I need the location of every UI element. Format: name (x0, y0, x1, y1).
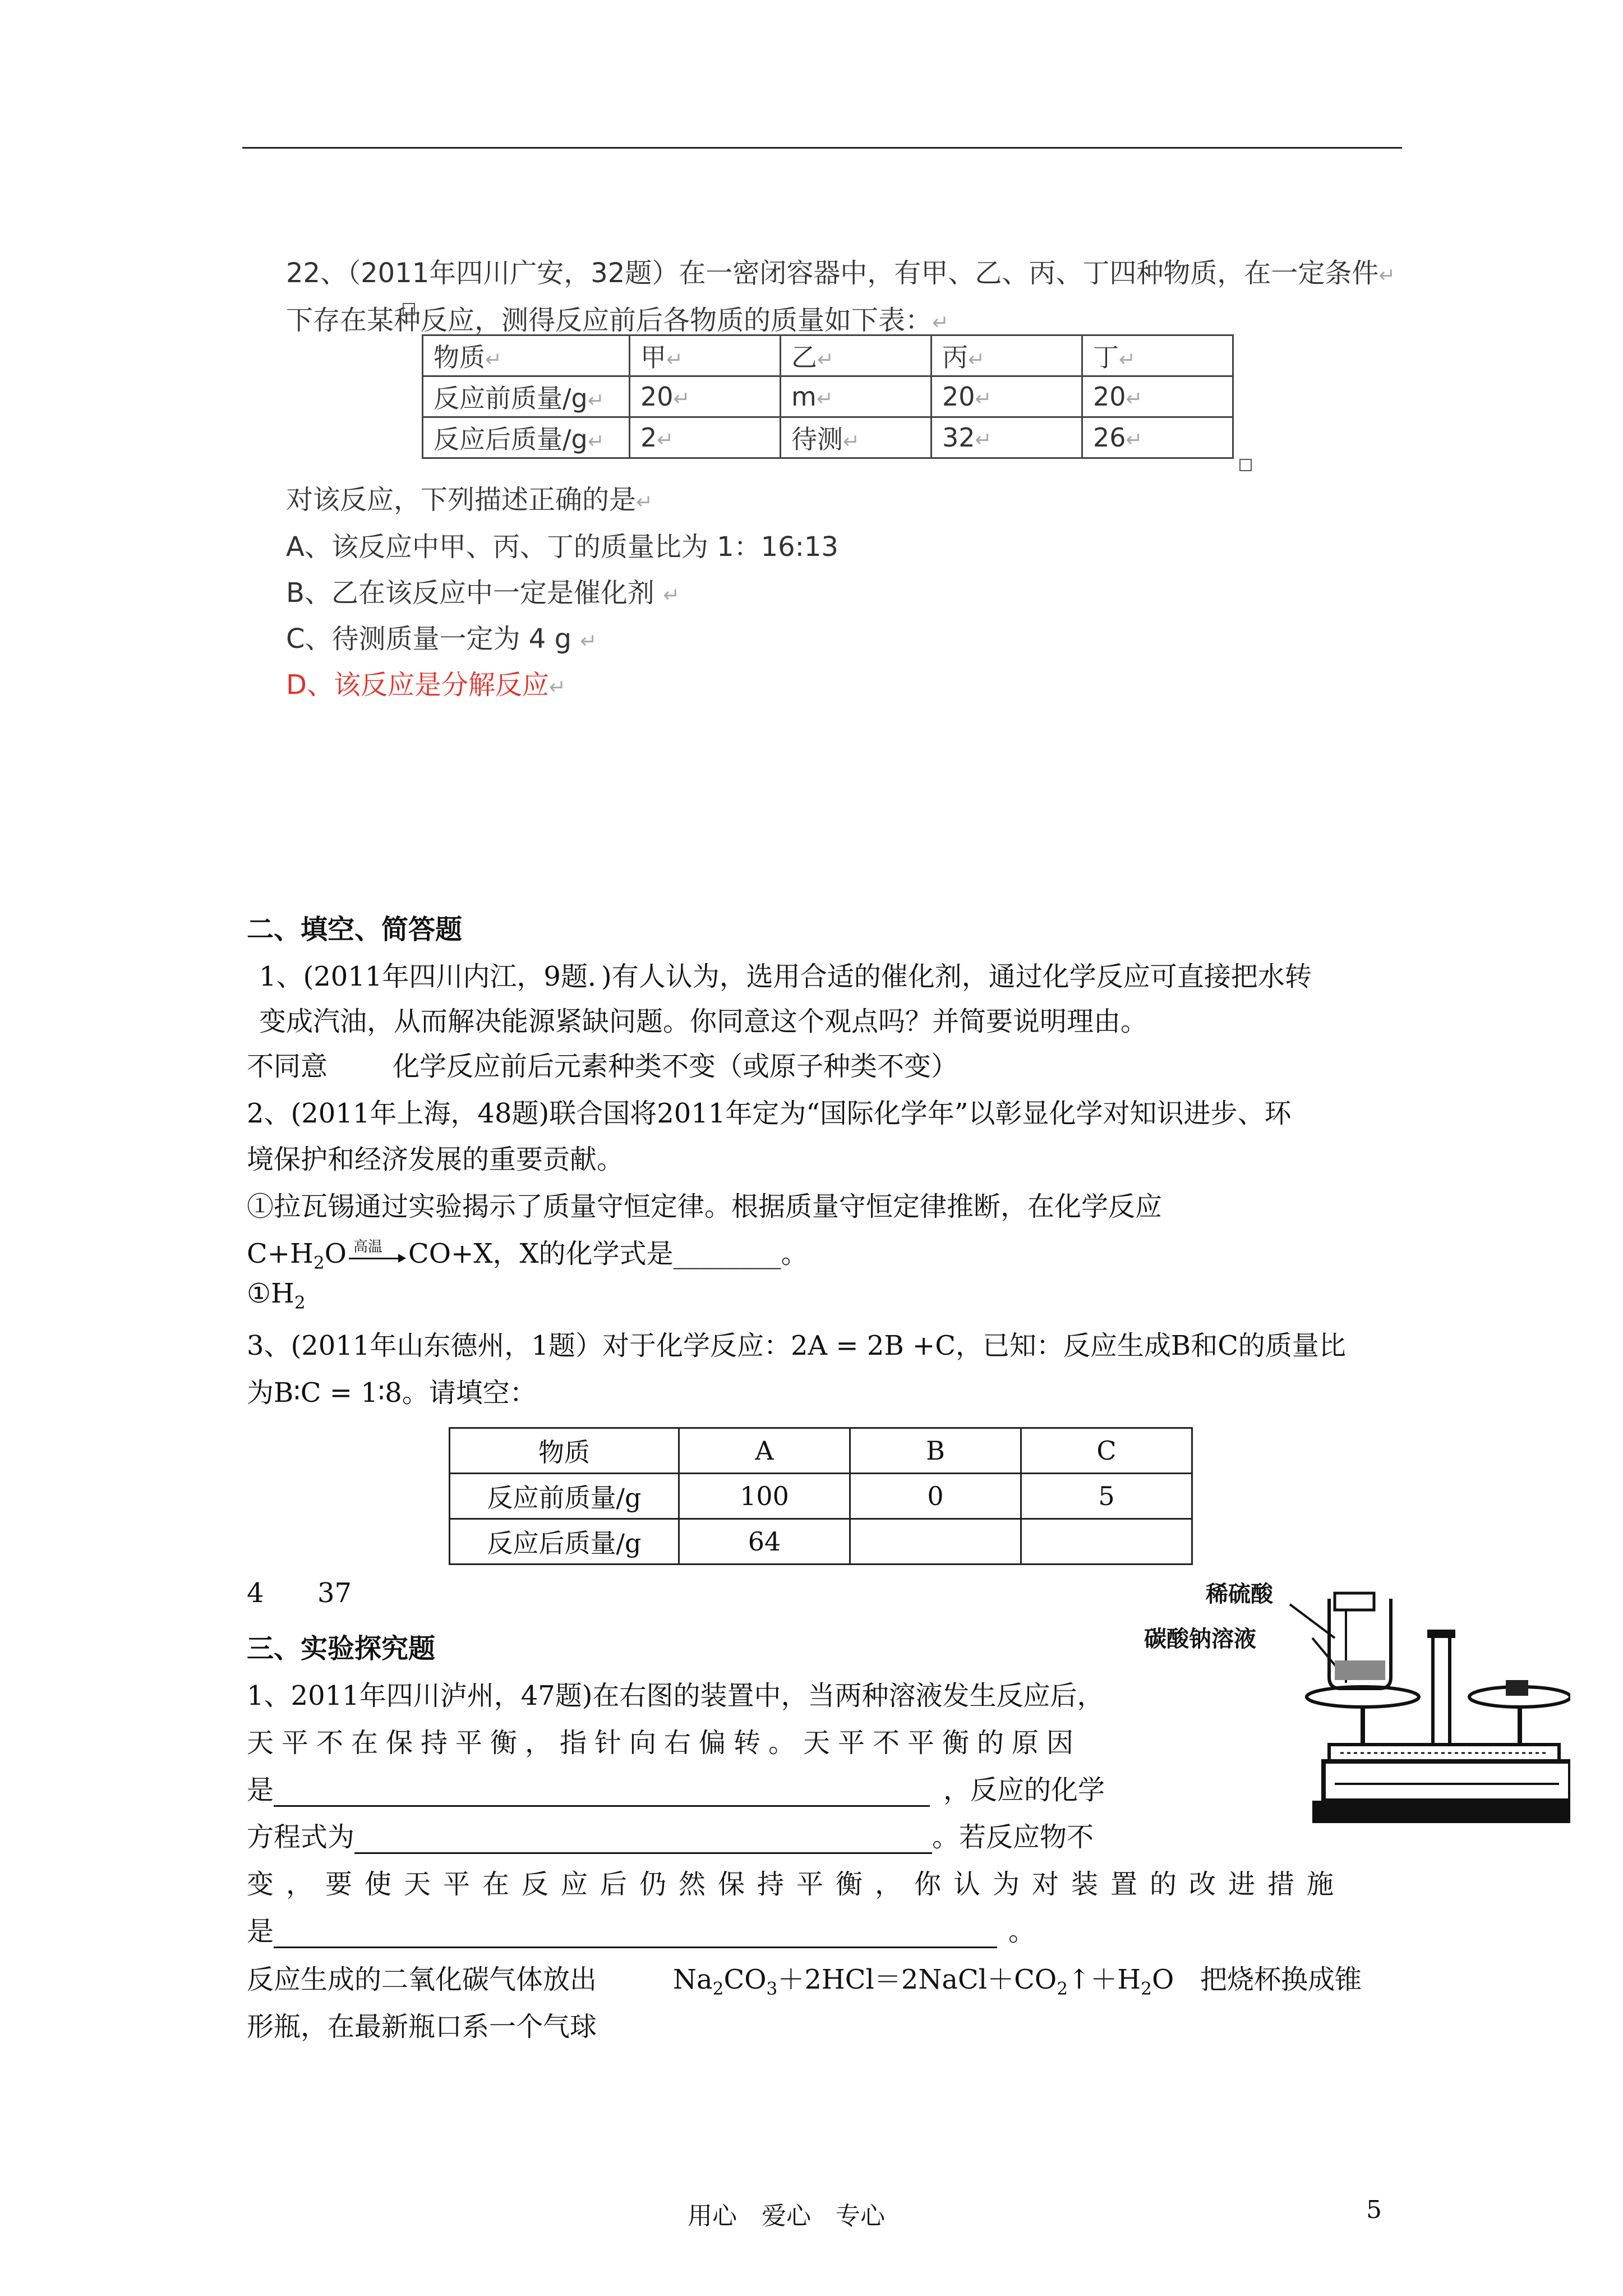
improvement-blank[interactable] (274, 1917, 997, 1948)
balance-icon (1144, 1576, 1570, 1834)
table-row: 反应后质量/g 64 (450, 1519, 1192, 1565)
s2-q3-table (449, 1427, 1193, 1565)
s3-q1-line2: 天平不在保持平衡，指针向右偏转。天平不平衡的原因 (247, 1727, 1082, 1759)
s3-q1-line5: 变，要使天平在反应后仍然保持平衡，你认为对装置的改进措施 (247, 1869, 1347, 1900)
q22-table (422, 334, 1234, 459)
s2-q3-line2: 为B∶C = 1∶8。请填空： (247, 1377, 537, 1409)
q22-option-c: C、待测质量一定为 4 g ↵ (286, 623, 597, 655)
q22-option-b: B、乙在该反应中一定是催化剂 ↵ (286, 577, 680, 609)
label-dilute-sulfuric-acid: 稀硫酸 (1206, 1581, 1273, 1607)
table-row: 物质↵ 甲↵ 乙↵ 丙↵ 丁↵ (423, 335, 1233, 376)
s2-q1-line2: 变成汽油，从而解决能源紧缺问题。你同意这个观点吗？并简要说明理由。 (259, 1006, 1148, 1037)
s2-q1-line1: 1、(2011年四川内江，9题．)有人认为，选用合适的催化剂，通过化学反应可直接把水转 (259, 961, 1312, 992)
s2-q2-line2: 境保护和经济发展的重要贡献。 (247, 1144, 624, 1175)
s2-q2-line3: ①拉瓦锡通过实验揭示了质量守恒定律。根据质量守恒定律推断，在化学反应 (247, 1191, 1163, 1222)
s3-q1-answer-3a: 把烧杯换成锥 (1200, 1964, 1362, 1995)
table-row: 反应后质量/g↵ 2↵ 待测↵ 32↵ 26↵ (423, 417, 1233, 458)
section3-heading: 三、实验探究题 (247, 1633, 436, 1664)
page-number: 5 (1366, 2196, 1382, 2224)
s3-q1-answer-3b: 形瓶，在最新瓶口系一个气球 (247, 2011, 597, 2042)
equation-blank[interactable] (354, 1823, 932, 1854)
table-row: 反应前质量/g↵ 20↵ m↵ 20↵ 20↵ (423, 376, 1233, 417)
s2-q2-equation: $C+H_2O$ 高温 CO+X，X的化学式是________。 (247, 1238, 808, 1273)
balance-figure (1144, 1576, 1570, 1834)
s2-q3-answer-b: 37 (317, 1577, 352, 1609)
q22-option-a: A、该反应中甲、丙、丁的质量比为 1：16:13 (286, 531, 838, 563)
s2-q1-answer-a: 不同意 (247, 1051, 328, 1082)
q22-line1: 22、（2011年四川广安，32题）在一密闭容器中，有甲、乙、丙、丁四种物质，在一定条件↵ (286, 257, 1396, 289)
footer-motto: 用心 爱心 专心 (688, 2202, 885, 2230)
s2-q3-answer-a: 4 (247, 1577, 264, 1609)
s2-q3-line1: 3、(2011年山东德州，1题）对于化学反应：2A = 2B +C，已知：反应生成B和C的质量比 (247, 1330, 1346, 1361)
table-row: 反应前质量/g 100 0 5 (450, 1474, 1192, 1519)
table-move-handle[interactable] (403, 303, 415, 315)
s2-q2-answer: $①H_2$ (247, 1278, 306, 1313)
s2-q2-line1: 2、(2011年上海，48题)联合国将2011年定为“国际化学年”以彰显化学对知识进步、环 (247, 1098, 1292, 1129)
s3-q1-line1: 1、2011年四川泸州，47题)在右图的装置中，当两种溶液发生反应后， (247, 1680, 1104, 1711)
s3-q1-answer-2: $Na_2CO_3+2HCl=2NaCl+CO_2↑+H_2O$ (673, 1964, 1174, 1999)
reaction-arrow: 高温 (347, 1242, 408, 1270)
q22-option-d: D、该反应是分解反应↵ (286, 669, 566, 701)
table-row: 物质 A B C (450, 1428, 1192, 1474)
q22-line2: 下存在某种反应，测得反应前后各物质的质量如下表：↵ (286, 305, 949, 336)
header-rule (242, 147, 1402, 149)
s3-q1-line3: 是 ，反应的化学 (247, 1774, 1105, 1806)
s3-q1-line6: 是 。 (247, 1916, 1036, 1947)
label-sodium-carbonate-solution: 碳酸钠溶液 (1144, 1626, 1256, 1652)
s3-q1-answer-1: 反应生成的二氧化碳气体放出 (247, 1964, 597, 1995)
s3-q1-line4: 方程式为 。若反应物不 (247, 1821, 1094, 1853)
q22-prompt: 对该反应，下列描述正确的是↵ (286, 484, 653, 516)
table-resize-handle[interactable] (1239, 459, 1252, 471)
reason-blank[interactable] (274, 1776, 930, 1807)
section2-heading: 二、填空、简答题 (247, 914, 463, 945)
s2-q1-answer-b: 化学反应前后元素种类不变（或原子种类不变） (393, 1051, 958, 1082)
